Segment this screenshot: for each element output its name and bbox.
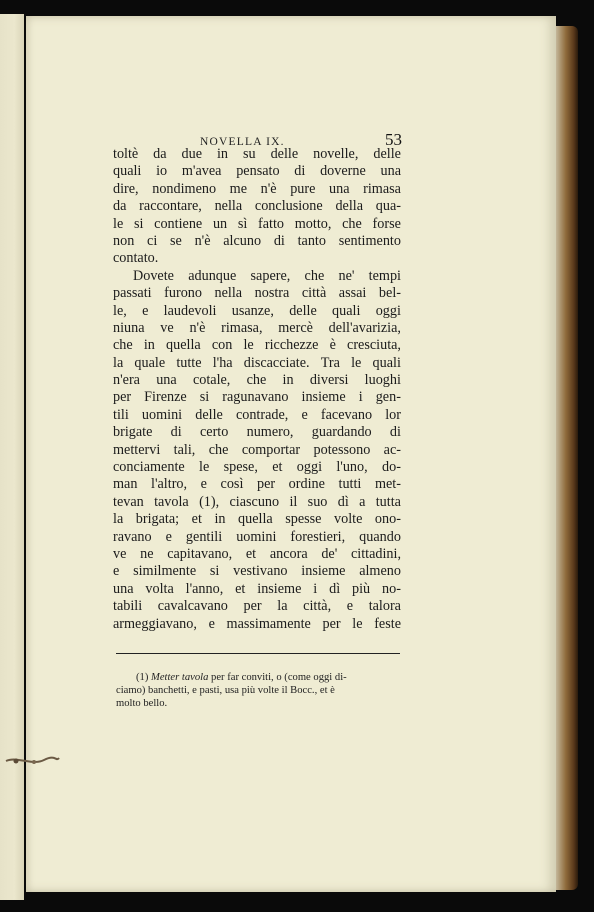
footnote-text: per far conviti, o (come oggi di-: [211, 672, 347, 683]
footnote-line: molto bello.: [116, 698, 168, 709]
text-line: la brigata; et in quella spesse volte ono-: [113, 511, 401, 528]
text-line: mettervi tali, che comportar potessono ac-: [113, 441, 401, 458]
text-line: tevan tavola (1), ciascuno il suo dì a tutta: [113, 493, 401, 510]
text-line: Dovete adunque sapere, che ne' tempi: [133, 267, 401, 284]
text-line: le si contiene un sì fatto motto, che forse: [113, 215, 401, 232]
text-line: da raccontare, nella conclusione della qua-: [113, 198, 401, 215]
binding-thread-mark: [4, 752, 60, 770]
text-line: passati furono nella nostra città assai bel-: [113, 285, 401, 302]
text-line: n'era una cotale, che in diversi luoghi: [113, 372, 401, 389]
text-line: che in quella con le ricchezze è cresciuta,: [113, 337, 401, 354]
text-line: non ci se n'è alcuno di tanto sentimento: [113, 232, 401, 249]
text-line: ravano e gentili uomini forestieri, quando: [113, 528, 401, 545]
text-line: una volta l'anno, et insieme i dì più no-: [113, 580, 401, 597]
text-line: tabili cavalcavano per la città, e talora: [113, 598, 401, 615]
footnote-rule: [116, 653, 400, 654]
text-line: brigate di certo numero, guardando di: [113, 424, 401, 441]
running-head-title: NOVELLA IX.: [200, 136, 285, 148]
text-line: conciamente le spese, et oggi l'uno, do-: [113, 459, 401, 476]
text-line: man l'altro, e così per ordine tutti met-: [113, 476, 401, 493]
text-line: niuna ve n'è rimasa, mercè dell'avarizia,: [113, 319, 401, 336]
text-line: la quale tutte l'ha discacciate. Tra le quali: [113, 354, 401, 371]
footnote-line: ciamo) banchetti, e pasti, usa più volte il Bocc., et è: [116, 685, 335, 696]
footnote-line: [116, 671, 402, 684]
footnote-term: Metter tavola: [151, 672, 209, 683]
footnote-marker: (1): [136, 672, 149, 683]
book-fore-edge: [556, 26, 578, 890]
text-line: contato.: [113, 250, 159, 267]
text-line: per Firenze si ragunavano insieme i gen-: [113, 389, 401, 406]
text-line: quali io m'avea pensato di doverne una: [113, 163, 401, 180]
text-line: dire, nondimeno me n'è pure una rimasa: [113, 180, 401, 197]
text-line: armeggiavano, e massimamente per le feste: [113, 615, 401, 632]
footnote: [116, 671, 402, 710]
page-number: 53: [385, 130, 402, 149]
text-line: le, e laudevoli usanze, delle quali oggi: [113, 302, 401, 319]
text-line: ve ne capitavano, et ancora de' cittadini,: [113, 545, 401, 562]
text-line: tili uomini delle contrade, e facevano lor: [113, 406, 401, 423]
text-line: toltè da due in su delle novelle, delle: [113, 146, 401, 162]
body-text: [113, 146, 401, 633]
text-line: e similmente si vestivano insieme almeno: [113, 563, 401, 580]
